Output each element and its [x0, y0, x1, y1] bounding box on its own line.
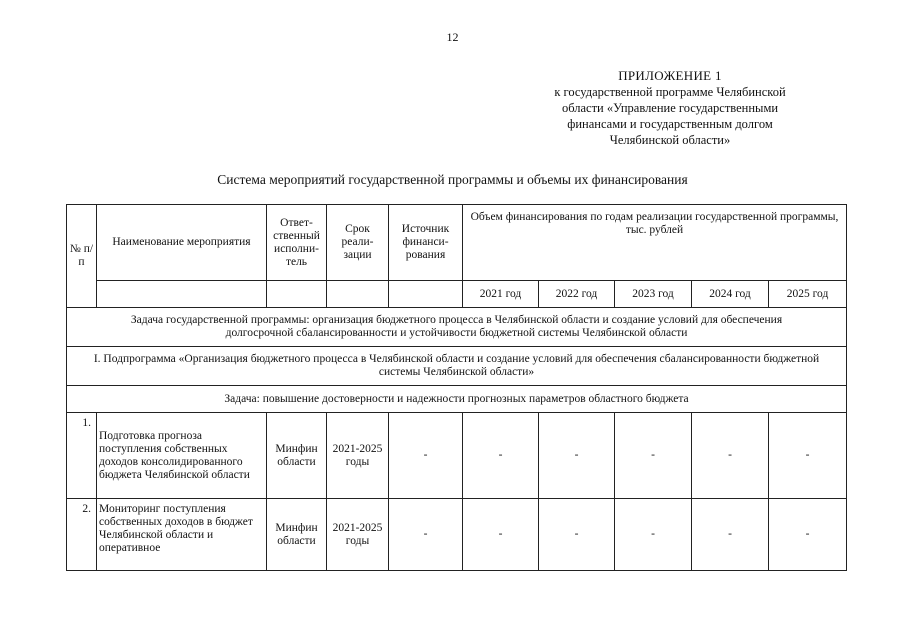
page-number: 12: [446, 30, 459, 44]
empty-cell: [327, 281, 389, 308]
row-period: 2021-2025 годы: [327, 413, 389, 499]
subprogram-task-row: [67, 386, 847, 413]
row-source: -: [389, 499, 463, 571]
row-value: -: [539, 499, 615, 571]
year-header: 2024 год: [692, 281, 769, 308]
row-source: -: [389, 413, 463, 499]
header-name: Наименование мероприятия: [97, 205, 267, 281]
header-funding: Объем финансирования по годам реализации государственной программы, тыс. рублей: [463, 205, 847, 281]
year-header: 2022 год: [539, 281, 615, 308]
row-value: -: [692, 413, 769, 499]
appendix-line: Челябинской области»: [609, 133, 731, 147]
appendix-block: [520, 68, 820, 148]
table-years-row: [67, 281, 847, 308]
table-row: [67, 413, 847, 499]
row-name: Мониторинг поступления собственных доходов в бюджет Челябинской области и оперативное: [97, 499, 267, 571]
table-row: [67, 499, 847, 571]
year-header: 2025 год: [769, 281, 847, 308]
table-header-row: [67, 205, 847, 281]
empty-cell: [389, 281, 463, 308]
empty-cell: [267, 281, 327, 308]
row-value: -: [463, 413, 539, 499]
subprogram-task: Задача: повышение достоверности и надежности прогнозных параметров областного бюджета: [67, 386, 847, 413]
year-header: 2021 год: [463, 281, 539, 308]
year-header: 2023 год: [615, 281, 692, 308]
row-num: 2.: [67, 499, 97, 571]
activities-table: [66, 204, 847, 571]
row-value: -: [692, 499, 769, 571]
appendix-line: финансами и государственным долгом: [567, 117, 773, 131]
subprogram-row: [67, 347, 847, 386]
header-period: Срок реали-зации: [327, 205, 389, 281]
row-responsible: Минфин области: [267, 413, 327, 499]
row-num: 1.: [67, 413, 97, 499]
empty-cell: [97, 281, 267, 308]
header-num: № п/п: [67, 205, 97, 308]
row-value: -: [463, 499, 539, 571]
program-task: Задача государственной программы: организация бюджетного процесса в Челябинской области и создание условий для обеспечения долгосрочной сбалансированности и устойчивости бюджетной системы Челябинской области: [67, 308, 847, 347]
row-period: 2021-2025 годы: [327, 499, 389, 571]
row-value: -: [615, 499, 692, 571]
document-title: Система мероприятий государственной программы и объемы их финансирования: [217, 172, 688, 187]
appendix-heading: ПРИЛОЖЕНИЕ 1: [618, 68, 722, 83]
row-value: -: [769, 499, 847, 571]
row-responsible: Минфин области: [267, 499, 327, 571]
subprogram-title: I. Подпрограмма «Организация бюджетного процесса в Челябинской области и создание условий для обеспечения сбалансированности бюджетной системы Челябинской области»: [67, 347, 847, 386]
row-value: -: [769, 413, 847, 499]
appendix-line: к государственной программе Челябинской: [554, 85, 786, 99]
program-task-row: [67, 308, 847, 347]
row-name: Подготовка прогноза поступления собственных доходов консолидированного бюджета Челябинской области: [97, 413, 267, 499]
appendix-line: области «Управление государственными: [561, 101, 779, 115]
header-source: Источник финанси-рования: [389, 205, 463, 281]
row-value: -: [539, 413, 615, 499]
row-value: -: [615, 413, 692, 499]
header-responsible: Ответ-ственный исполни-тель: [267, 205, 327, 281]
